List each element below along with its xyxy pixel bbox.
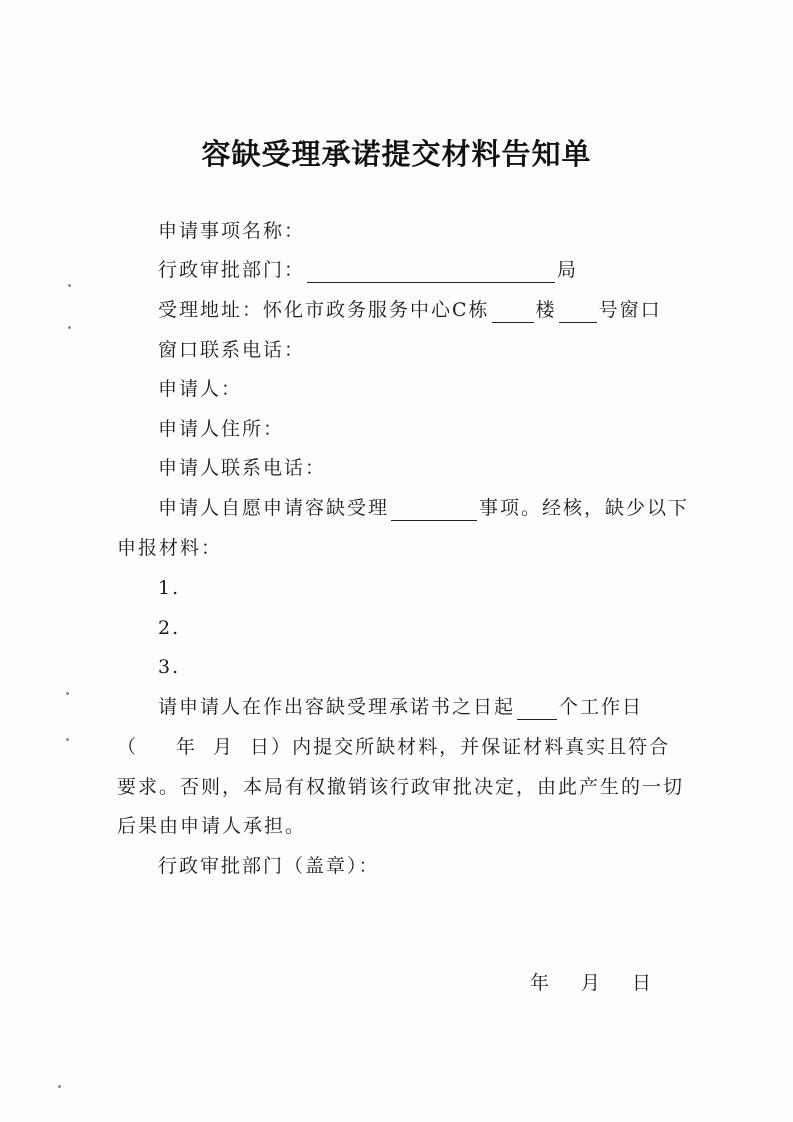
applicant-field	[158, 376, 242, 402]
para2-start: 请申请人在作出容缺受理承诺书之日起	[158, 696, 516, 718]
paragraph-2-line-1	[158, 694, 643, 720]
seal-line	[158, 853, 380, 879]
item-name-label: 申请事项名称：	[158, 220, 306, 242]
deadline-year: 年	[176, 736, 198, 758]
item-1-number: 1.	[158, 577, 181, 599]
window-blank[interactable]	[559, 302, 597, 323]
deadline-open-paren: （	[117, 736, 139, 758]
item-2-number: 2.	[158, 617, 181, 639]
footer-month: 月	[581, 972, 603, 994]
floor-blank[interactable]	[492, 302, 534, 323]
para1-line2: 申报材料：	[117, 537, 223, 559]
footer-day: 日	[632, 972, 654, 994]
window-phone-label: 窗口联系电话：	[158, 339, 306, 361]
address-field	[158, 297, 662, 323]
paragraph-1-line-1	[158, 495, 689, 521]
deadline-day: 日	[250, 736, 272, 758]
para2-line3: 要求。否则，本局有权撤销该行政审批决定，由此产生的一切	[117, 776, 685, 798]
footer-year: 年	[530, 972, 552, 994]
paragraph-2-line-3	[117, 774, 684, 800]
paragraph-2-line-2	[117, 734, 670, 760]
seal-label: 行政审批部门（盖章）：	[158, 855, 380, 877]
applicant-address-field	[158, 416, 284, 442]
scan-speck	[66, 692, 69, 695]
deadline-month: 月	[213, 736, 235, 758]
item-3-number: 3.	[158, 656, 181, 678]
window-phone-field	[158, 337, 305, 363]
paragraph-1-line-2	[117, 535, 222, 561]
para1-end: 事项。经核，缺少以下	[479, 497, 690, 519]
applicant-label: 申请人：	[158, 378, 243, 400]
footer-date	[530, 970, 653, 996]
dept-blank[interactable]	[307, 262, 555, 283]
applicant-address-label: 申请人住所：	[158, 418, 285, 440]
material-item-2	[158, 615, 180, 641]
matter-blank[interactable]	[391, 500, 477, 521]
dept-field	[158, 257, 578, 283]
para2-end: 个工作日	[559, 696, 644, 718]
applicant-phone-label: 申请人联系电话：	[158, 457, 327, 479]
dept-suffix: 局	[557, 259, 579, 281]
address-floor: 楼	[535, 299, 557, 321]
scan-speck	[68, 284, 71, 287]
material-item-3	[158, 654, 180, 680]
address-prefix: 受理地址：怀化市政务服务中心C栋	[158, 299, 490, 321]
workdays-blank[interactable]	[517, 699, 557, 720]
applicant-phone-field	[158, 455, 326, 481]
paragraph-2-line-4	[117, 813, 306, 839]
scan-speck	[58, 1085, 61, 1088]
dept-label: 行政审批部门：	[158, 259, 306, 281]
address-window: 号窗口	[598, 299, 662, 321]
scan-speck	[66, 738, 69, 741]
para1-start: 申请人自愿申请容缺受理	[158, 497, 390, 519]
item-name-field	[158, 218, 305, 244]
para2-line4: 后果由申请人承担。	[117, 815, 307, 837]
page-title: 容缺受理承诺提交材料告知单	[201, 137, 592, 171]
para2-line2-rest: ）内提交所缺材料，并保证材料真实且符合	[271, 736, 671, 758]
scan-speck	[68, 326, 71, 329]
material-item-1	[158, 575, 180, 601]
